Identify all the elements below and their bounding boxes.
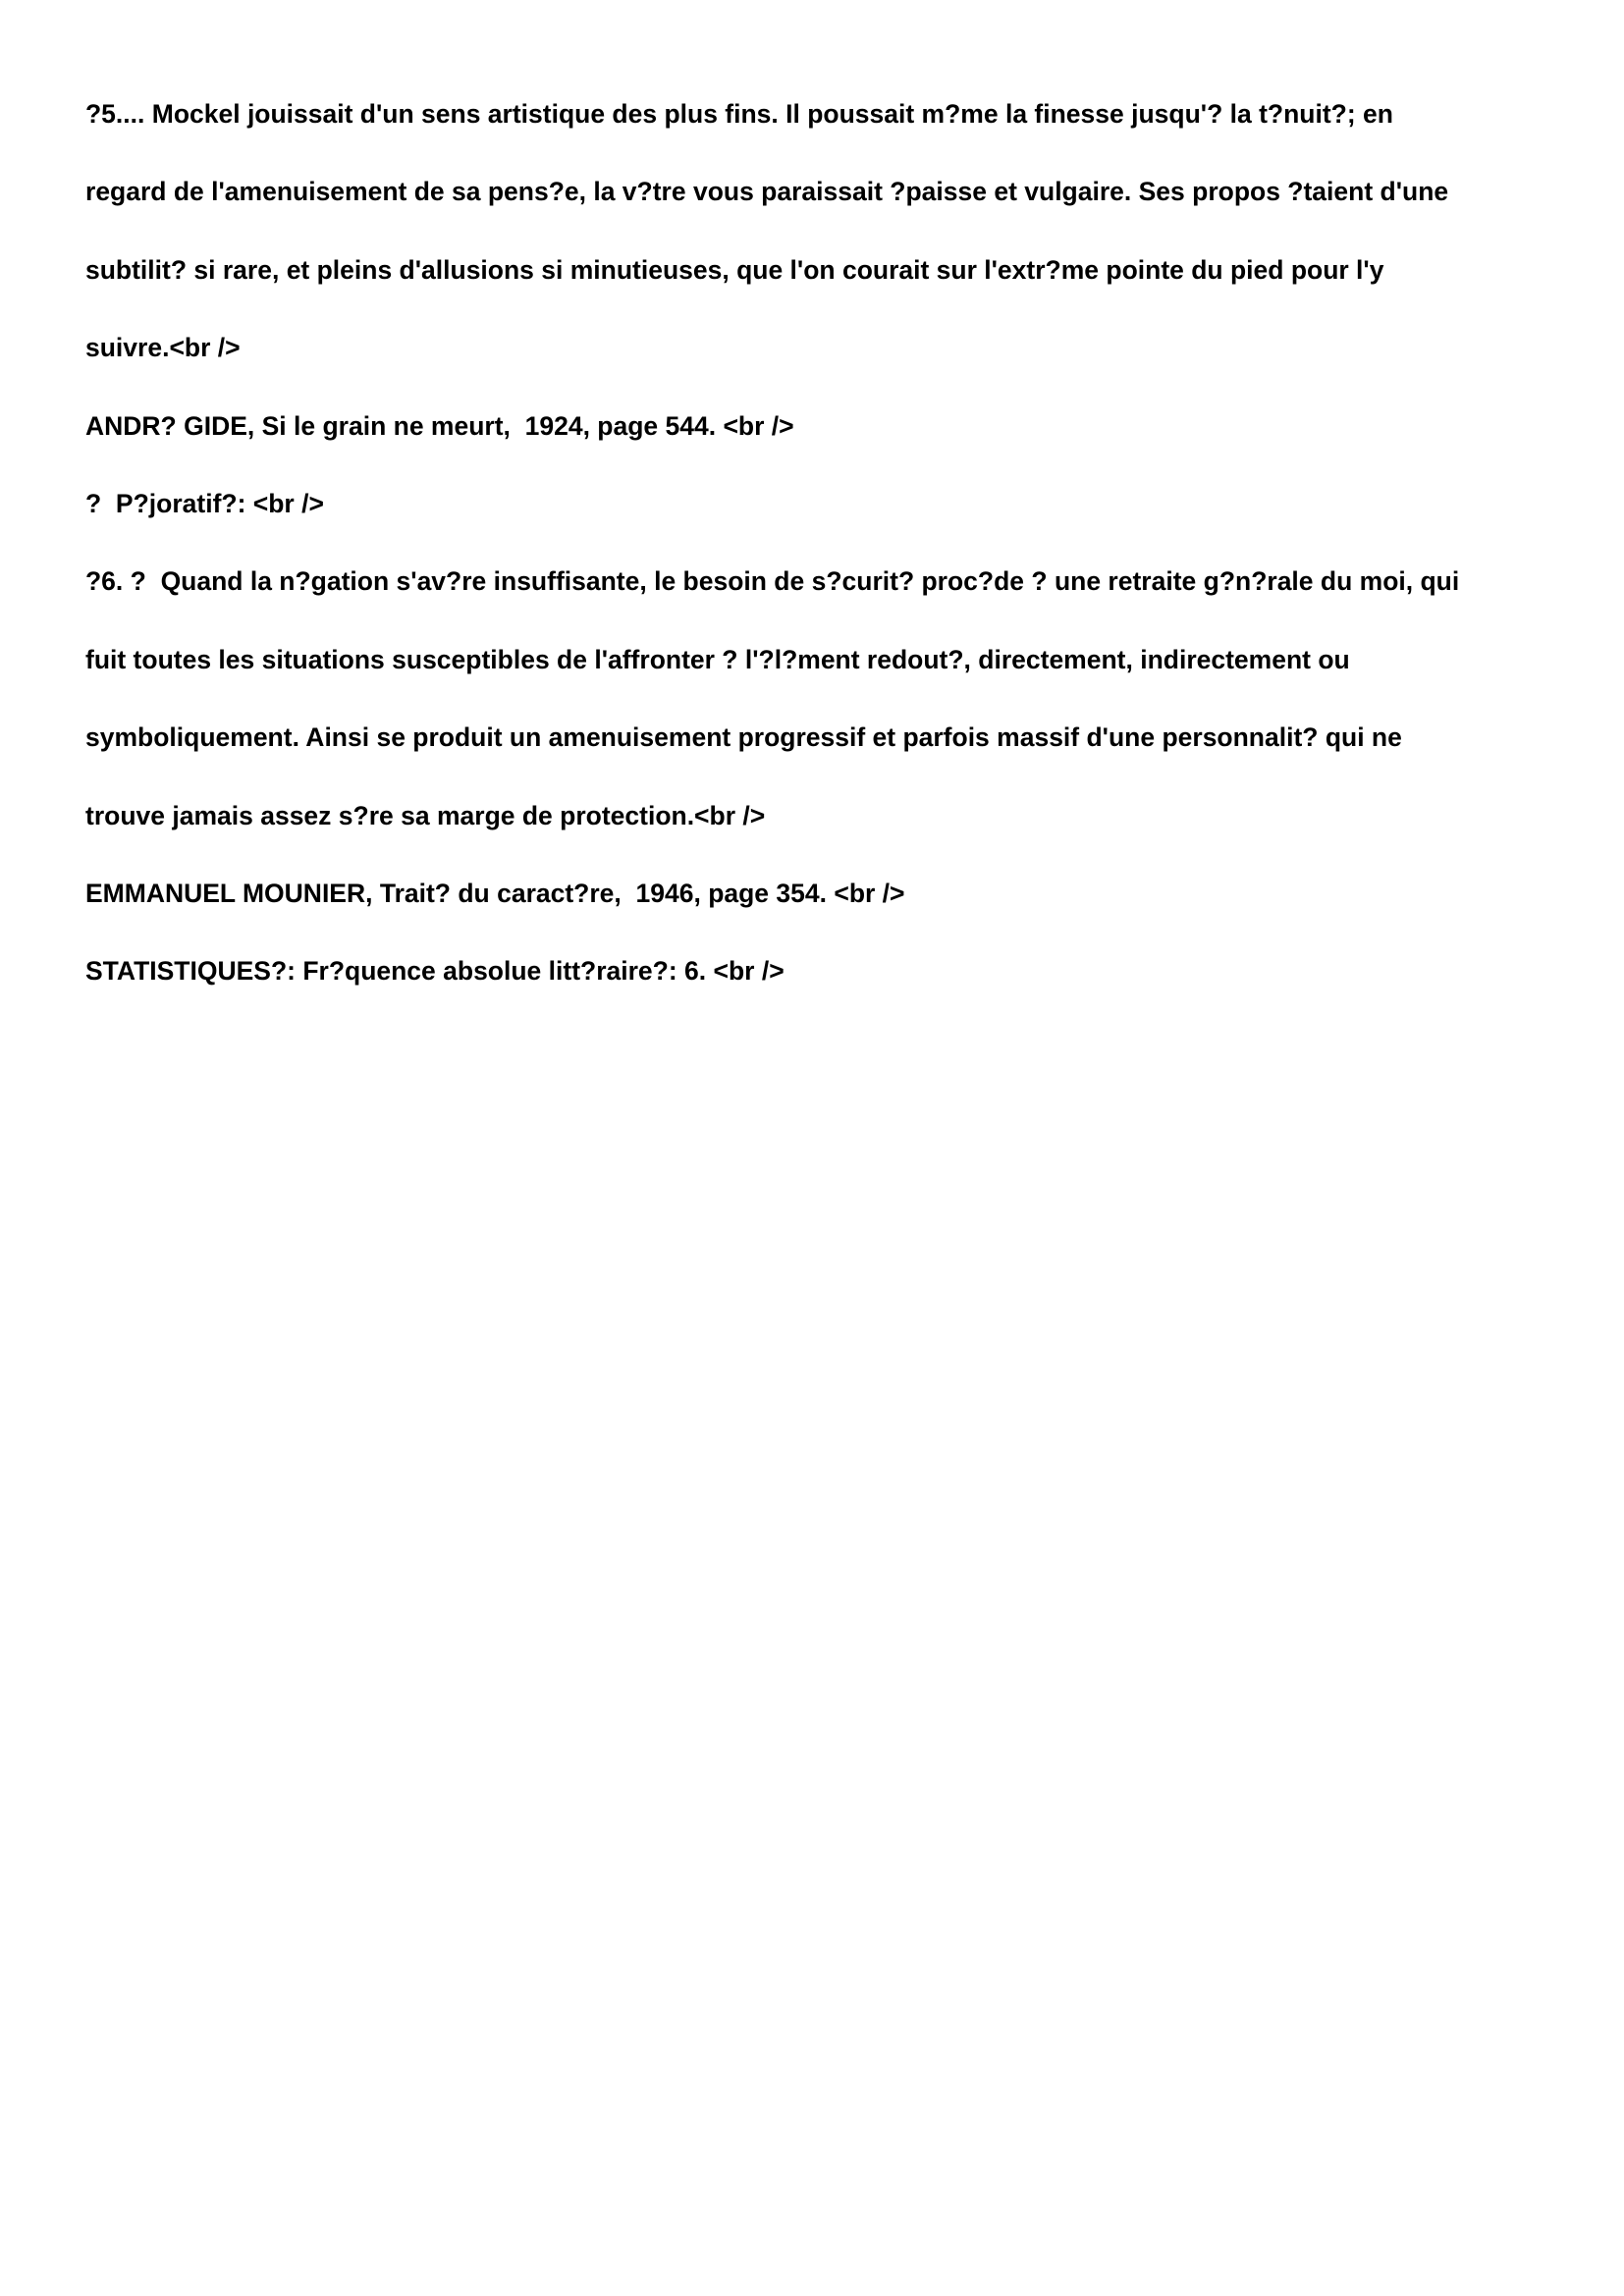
quote-5-line-3: subtilit? si rare, et pleins d'allusions si minutieuses, que l'on courait sur l'extr?me pointe du pied pour l'y	[85, 254, 1384, 285]
citation-gide: ANDR? GIDE, Si le grain ne meurt, 1924, page 544. <br />	[85, 410, 794, 441]
statistics-line: STATISTIQUES?: Fr?quence absolue litt?raire?: 6. <br />	[85, 956, 785, 987]
quote-5-line-2: regard de l'amenuisement de sa pens?e, la v?tre vous paraissait ?paisse et vulgaire. Ses propos ?taient d'une	[85, 177, 1449, 207]
citation-mounier: EMMANUEL MOUNIER, Trait? du caract?re, 1946, page 354. <br />	[85, 879, 905, 909]
quote-6-line-4: trouve jamais assez s?re sa marge de protection.<br />	[85, 800, 766, 830]
quote-6-line-1: ?6. ? Quand la n?gation s'av?re insuffisante, le besoin de s?curit? proc?de ? une retraite g?n?rale du moi, qui	[85, 566, 1460, 597]
quote-6-line-3: symboliquement. Ainsi se produit un amenuisement progressif et parfois massif d'une personnalit? qui ne	[85, 722, 1402, 753]
quote-6-line-2: fuit toutes les situations susceptibles de l'affronter ? l'?l?ment redout?, directement, indirectement ou	[85, 644, 1350, 674]
quote-5-line-1: ?5.... Mockel jouissait d'un sens artistique des plus fins. Il poussait m?me la finesse jusqu'? la t?nuit?; en	[85, 99, 1393, 129]
quote-5-line-4: suivre.<br />	[85, 333, 241, 363]
usage-label-pejoratif: ? P?joratif?: <br />	[85, 489, 324, 519]
document-body	[85, 76, 1585, 1011]
